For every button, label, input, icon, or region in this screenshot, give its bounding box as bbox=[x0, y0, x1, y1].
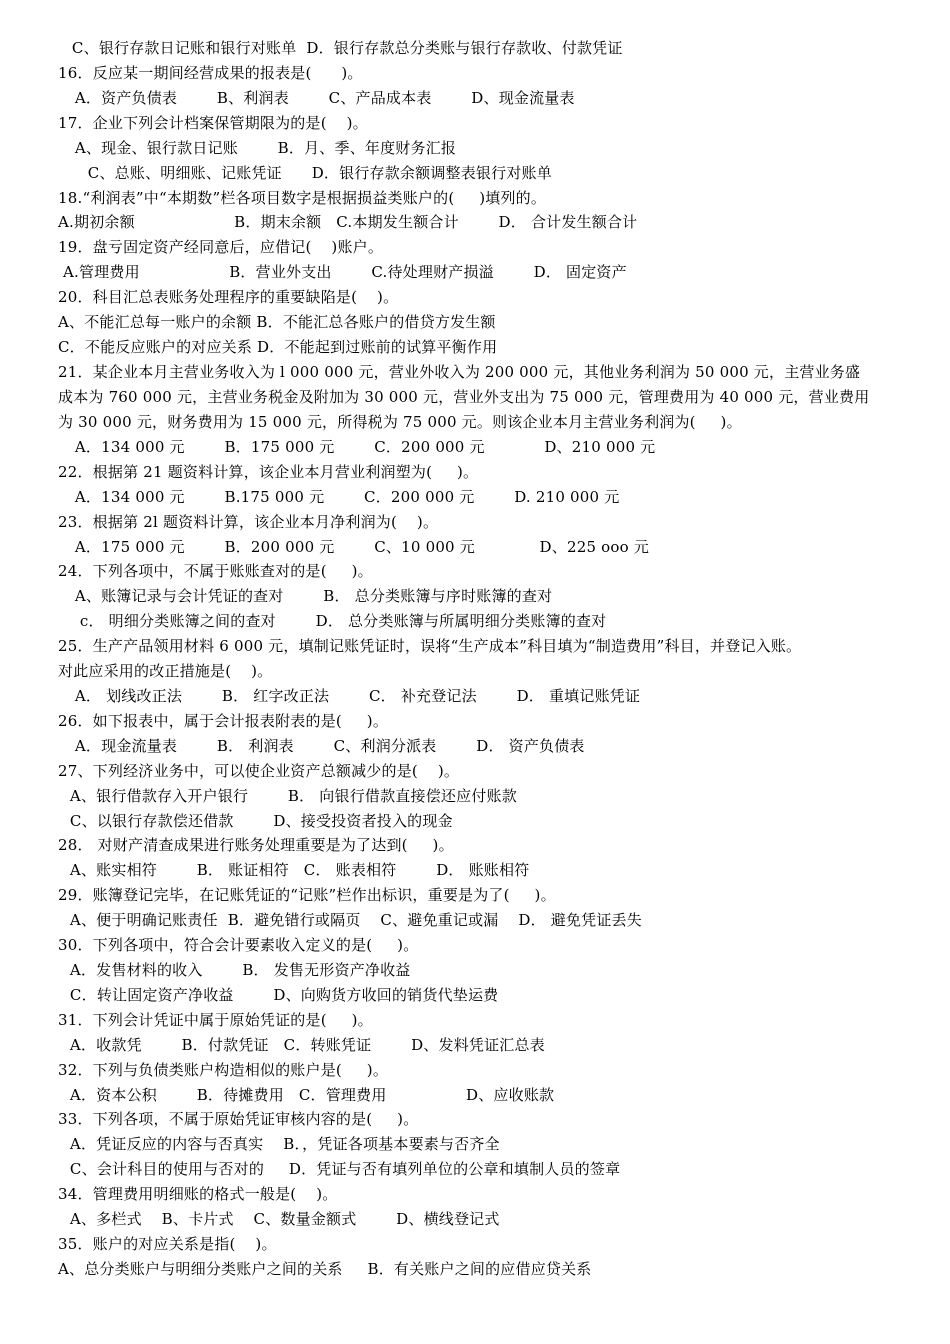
text-line: 19．盘亏固定资产经同意后，应借记( )账户。 bbox=[58, 238, 384, 256]
text-line: A．收款凭 B．付款凭证 C．转账凭证 D、发料凭证汇总表 bbox=[60, 1036, 545, 1054]
text-line: c． 明细分类账簿之间的查对 D． 总分类账簿与所属明细分类账簿的查对 bbox=[60, 612, 607, 630]
text-line: A． 划线改正法 B． 红字改正法 C． 补充登记法 D． 重填记账凭证 bbox=[60, 687, 641, 705]
text-line: 30．下列各项中，符合会计要素收入定义的是( )。 bbox=[58, 936, 419, 954]
text-line: C．转让固定资产净收益 D、向购货方收回的销货代垫运费 bbox=[60, 986, 499, 1004]
text-line: A、银行借款存入开户银行 B． 向银行借款直接偿还应付账款 bbox=[60, 787, 517, 805]
text-line: 34．管理费用明细账的格式一般是( )。 bbox=[58, 1185, 338, 1203]
text-line: 成本为 760 000 元，主营业务税金及附加为 30 000 元，营业外支出为 75 000 元，管理费用为 40 000 元，营业费用 bbox=[58, 388, 870, 406]
text-line: 17．企业下列会计档案保管期限为的是( )。 bbox=[58, 114, 368, 132]
text-line: A．资本公积 B．待摊费用 C．管理费用 D、应收账款 bbox=[60, 1086, 555, 1104]
text-line: 20．科目汇总表账务处理程序的重要缺陷是( )。 bbox=[58, 288, 399, 306]
text-line: A.期初余额 B．期末余额 C.本期发生额合计 D． 合计发生额合计 bbox=[58, 213, 638, 231]
text-line: 35．账户的对应关系是指( )。 bbox=[58, 1235, 277, 1253]
text-line: A、现金、银行款日记账 B．月、季、年度财务汇报 bbox=[60, 139, 457, 157]
text-line: A．发售材料的收入 B． 发售无形资产净收益 bbox=[60, 961, 411, 979]
text-line: A、便于明确记账责任 B．避免错行或隔页 C、避免重记或漏 D． 避免凭证丢失 bbox=[60, 911, 642, 929]
text-line: 16．反应某一期间经营成果的报表是( )。 bbox=[58, 64, 363, 82]
text-line: A．175 000 元 B．200 000 元 C、10 000 元 D、225 ooo 元 bbox=[60, 538, 650, 556]
text-line: C、银行存款日记账和银行对账单 D．银行存款总分类账与银行存款收、付款凭证 bbox=[62, 39, 623, 57]
text-line: 23．根据第 2l 题资料计算，该企业本月净利润为( )。 bbox=[58, 513, 439, 531]
text-line: 24．下列各项中，不属于账账查对的是( )。 bbox=[58, 562, 373, 580]
text-line: C、总账、明细账、记账凭证 D．银行存款余额调整表银行对账单 bbox=[58, 164, 552, 182]
text-line: 28． 对财产清查成果进行账务处理重要是为了达到( )。 bbox=[58, 836, 454, 854]
text-line: 22．根据第 21 题资料计算，该企业本月营业利润塑为( )。 bbox=[58, 463, 479, 481]
text-line: 18.“利润表”中“本期数”栏各项目数字是根据损益类账户的( )填列的。 bbox=[58, 189, 547, 207]
text-line: 32．下列与负债类账户构造相似的账户是( )。 bbox=[58, 1061, 389, 1079]
text-line: 27、下列经济业务中，可以使企业资产总额减少的是( )。 bbox=[58, 762, 460, 780]
text-line: A.管理费用 B．营业外支出 C.待处理财产损溢 D． 固定资产 bbox=[58, 263, 627, 281]
text-line: A．凭证反应的内容与否真实 B．，凭证各项基本要素与否齐全 bbox=[60, 1135, 500, 1153]
text-line: 33．下列各项，不属于原始凭证审核内容的是( )。 bbox=[58, 1110, 419, 1128]
text-line: 29．账簿登记完毕，在记账凭证的“记账”栏作出标识，重要是为了( )。 bbox=[58, 886, 556, 904]
text-line: A．134 000 元 B．175 000 元 C．200 000 元 D、210 000 元 bbox=[60, 438, 656, 456]
text-line: A、账簿记录与会计凭证的查对 B． 总分类账簿与序时账簿的查对 bbox=[60, 587, 553, 605]
text-line: 31．下列会计凭证中属于原始凭证的是( )。 bbox=[58, 1011, 373, 1029]
text-line: A．现金流量表 B． 利润表 C、利润分派表 D． 资产负债表 bbox=[60, 737, 585, 755]
text-line: 对此应采用的改正措施是( )。 bbox=[58, 662, 273, 680]
text-line: A、多栏式 B、卡片式 C、数量金额式 D、横线登记式 bbox=[60, 1210, 500, 1228]
text-line: A、不能汇总每一账户的余额 B．不能汇总各账户的借贷方发生额 bbox=[58, 313, 496, 331]
text-line: C、以银行存款偿还借款 D、接受投资者投入的现金 bbox=[60, 812, 453, 830]
text-line: C、会计科目的使用与否对的 D．凭证与否有填列单位的公章和填制人员的签章 bbox=[60, 1160, 621, 1178]
text-line: 25．生产产品领用材料 6 000 元，填制记账凭证时，误将“生产成本”科目填为“制造费用”科目，并登记入账。 bbox=[58, 637, 802, 655]
text-line: C．不能反应账户的对应关系 D．不能起到过账前的试算平衡作用 bbox=[58, 338, 498, 356]
text-line: 为 30 000 元，财务费用为 15 000 元，所得税为 75 000 元。则该企业本月主营业务利润为( )。 bbox=[58, 413, 742, 431]
text-line: A．资产负债表 B、利润表 C、产品成本表 D、现金流量表 bbox=[60, 89, 575, 107]
text-line: A．134 000 元 B.175 000 元 C．200 000 元 D. 210 000 元 bbox=[60, 488, 620, 506]
text-line: A、账实相符 B． 账证相符 C． 账表相符 D． 账账相符 bbox=[60, 861, 530, 879]
text-line: A、总分类账户与明细分类账户之间的关系 B．有关账户之间的应借应贷关系 bbox=[58, 1260, 592, 1278]
text-line: 21．某企业本月主营业务收入为 l 000 000 元，营业外收入为 200 000 元，其他业务利润为 50 000 元，主营业务盛 bbox=[58, 363, 861, 381]
text-line: 26．如下报表中，属于会计报表附表的是( )。 bbox=[58, 712, 389, 730]
